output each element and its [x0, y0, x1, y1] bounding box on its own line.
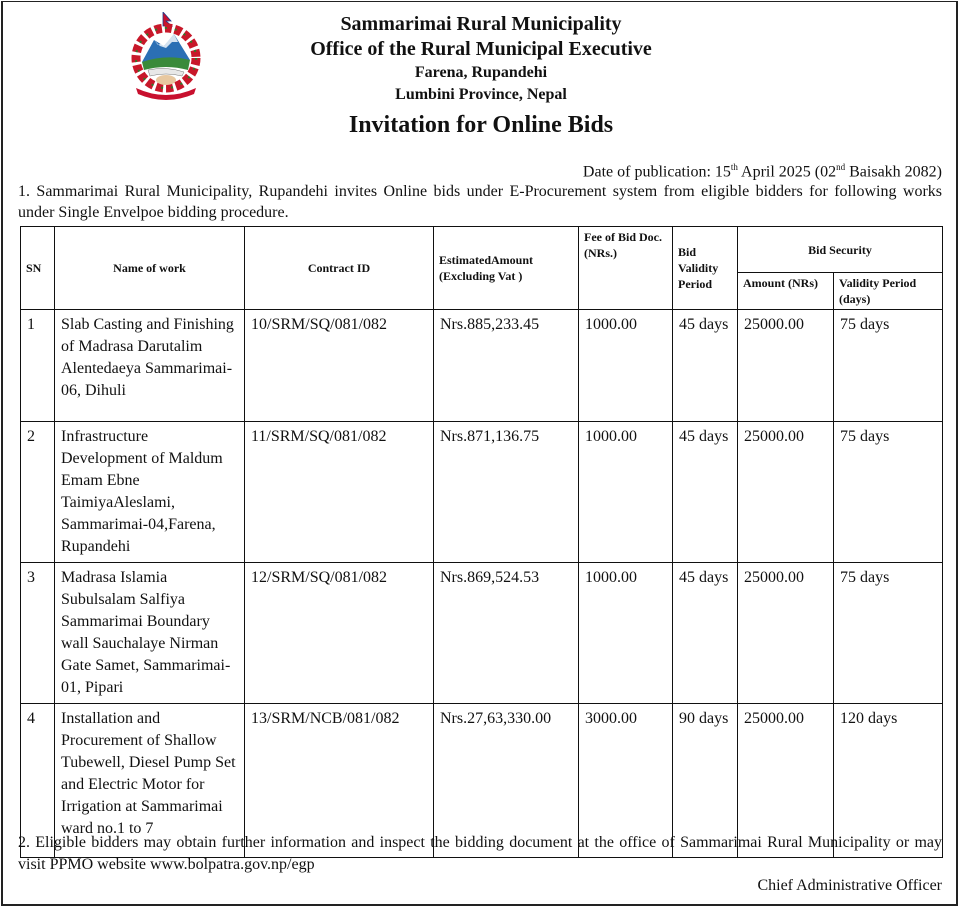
cell-contract-id: 10/SRM/SQ/081/082	[245, 310, 434, 422]
header-fee: Fee of Bid Doc. (NRs.)	[579, 227, 673, 310]
cell-name: Installation and Procurement of Shallow Tubewell, Diesel Pump Set and Electric Motor for Irrigation at Sammarimai ward no.1 to 7	[55, 704, 245, 858]
cell-contract-id: 13/SRM/NCB/081/082	[245, 704, 434, 858]
cell-fee: 1000.00	[579, 310, 673, 422]
publication-date-rest: April 2025 (02	[737, 163, 837, 181]
cell-sn: 1	[21, 310, 55, 422]
nepali-day-suffix: nd	[836, 162, 846, 172]
cell-security-validity: 75 days	[834, 563, 943, 704]
cell-security-amount: 25000.00	[738, 563, 834, 704]
cell-sn: 4	[21, 704, 55, 858]
day-suffix: th	[730, 162, 738, 172]
cell-estimated-amount: Nrs.871,136.75	[434, 422, 579, 563]
cell-fee: 1000.00	[579, 563, 673, 704]
office-province: Lumbini Province, Nepal	[395, 86, 567, 103]
cell-bid-validity: 45 days	[673, 563, 738, 704]
cell-security-validity: 75 days	[834, 422, 943, 563]
table-row	[21, 422, 943, 563]
publication-date-label: Date of publication: 15	[582, 163, 731, 181]
information-paragraph: 2. Eligible bidders may obtain further information and inspect the bidding document at the office of Sammarimai Rural Municipality or may visit PPMO website www.bolpatra.gov.np/egp	[18, 834, 942, 873]
header-estimated-amount: EstimatedAmount (Excluding Vat )	[434, 227, 579, 310]
cell-contract-id: 12/SRM/SQ/081/082	[245, 563, 434, 704]
invitation-paragraph: 1. Sammarimai Rural Municipality, Rupandehi invites Online bids under E-Procurement system from eligible bidders for following works under Single Envelpoe bidding procedure.	[18, 183, 942, 221]
signature-title: Chief Administrative Officer	[757, 877, 942, 894]
publication-date	[583, 162, 942, 181]
header-sn: SN	[21, 227, 55, 310]
cell-name: Slab Casting and Finishing of Madrasa Darutalim Alentedaeya Sammarimai-06, Dihuli	[55, 310, 245, 422]
cell-security-amount: 25000.00	[738, 310, 834, 422]
header-contract-id: Contract ID	[245, 227, 434, 310]
header-security-validity: Validity Period (days)	[834, 273, 943, 310]
cell-bid-validity: 90 days	[673, 704, 738, 858]
cell-contract-id: 11/SRM/SQ/081/082	[245, 422, 434, 563]
header-name-of-work: Name of work	[55, 227, 245, 310]
cell-name: Madrasa Islamia Subulsalam Salfiya Sammarimai Boundary wall Sauchalaye Nirman Gate Samet, Sammarimai-01, Pipari	[55, 563, 245, 704]
cell-security-validity: 120 days	[834, 704, 943, 858]
cell-sn: 3	[21, 563, 55, 704]
cell-security-validity: 75 days	[834, 310, 943, 422]
header-bid-validity: Bid Validity Period	[673, 227, 738, 310]
table-row	[21, 310, 943, 422]
cell-name: Infrastructure Development of Maldum Emam Ebne TaimiyaAleslami, Sammarimai-04,Farena, Rupandehi	[55, 422, 245, 563]
table-row	[21, 563, 943, 704]
header-security-amount: Amount (NRs)	[738, 273, 834, 310]
cell-bid-validity: 45 days	[673, 310, 738, 422]
header-bid-security: Bid Security	[738, 227, 943, 273]
office-location: Farena, Rupandehi	[414, 64, 548, 81]
cell-estimated-amount: Nrs.27,63,330.00	[434, 704, 579, 858]
cell-sn: 2	[21, 422, 55, 563]
cell-security-amount: 25000.00	[738, 704, 834, 858]
cell-fee: 1000.00	[579, 422, 673, 563]
cell-fee: 3000.00	[579, 704, 673, 858]
publication-nepali-date: Baisakh 2082)	[845, 163, 942, 181]
cell-bid-validity: 45 days	[673, 422, 738, 563]
cell-estimated-amount: Nrs.885,233.45	[434, 310, 579, 422]
bids-table	[20, 226, 943, 858]
cell-estimated-amount: Nrs.869,524.53	[434, 563, 579, 704]
cell-security-amount: 25000.00	[738, 422, 834, 563]
document-header	[0, 12, 962, 140]
org-name: Sammarimai Rural Municipality	[340, 13, 622, 35]
document-title: Invitation for Online Bids	[348, 112, 614, 138]
office-name: Office of the Rural Municipal Executive	[310, 38, 652, 60]
